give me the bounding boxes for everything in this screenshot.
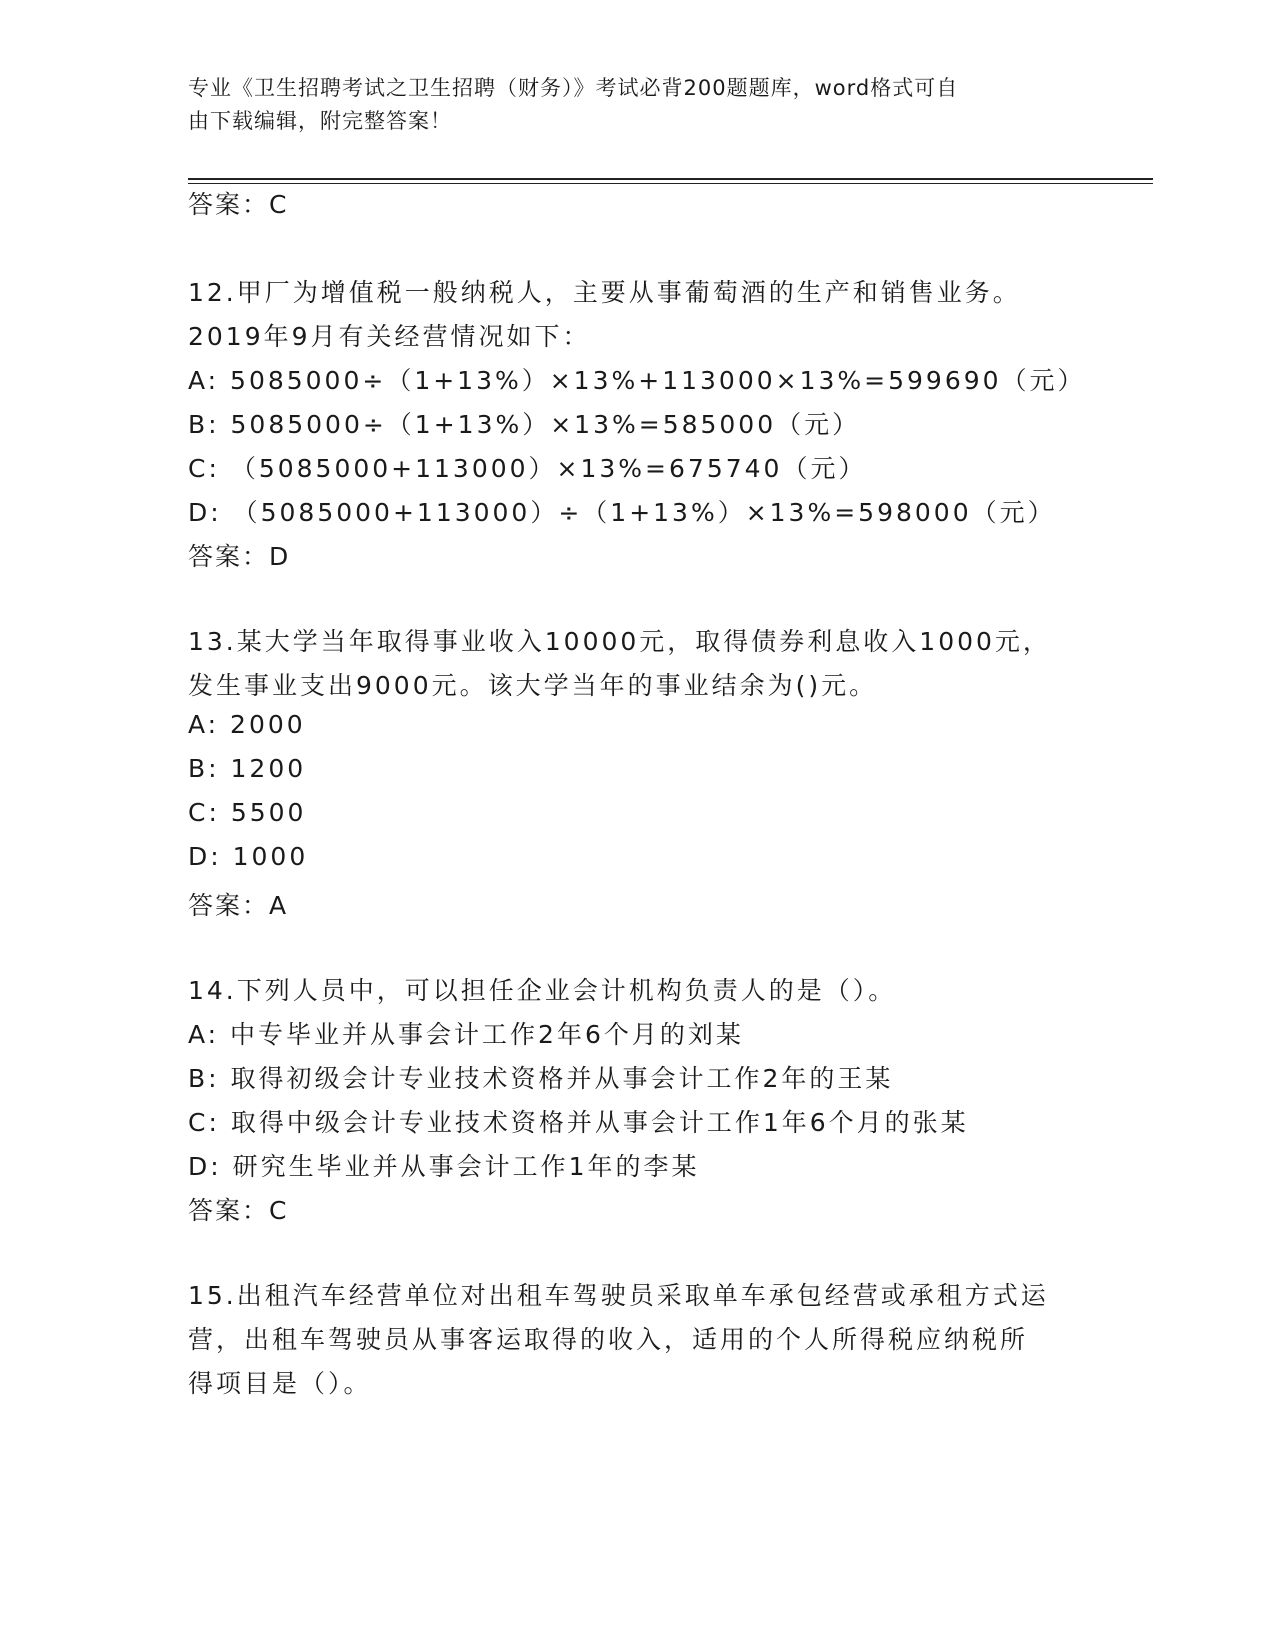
q15-stem-line-1: 15.出租汽车经营单位对出租车驾驶员采取单车承包经营或承租方式运 [188, 1281, 1049, 1310]
q14-answer: 答案：C [188, 1196, 289, 1225]
q14-option-b: B: 取得初级会计专业技术资格并从事会计工作2年的王某 [188, 1064, 894, 1093]
header-line-2: 由下载编辑，附完整答案！ [188, 109, 452, 133]
q13-answer: 答案：A [188, 891, 289, 920]
q15-stem-line-2: 营，出租车驾驶员从事客运取得的收入，适用的个人所得税应纳税所 [188, 1325, 1029, 1354]
q13-option-b: B: 1200 [188, 754, 307, 783]
header-line-1: 专业《卫生招聘考试之卫生招聘（财务）》考试必背200题题库，word格式可自 [188, 76, 959, 100]
q12-stem-line-1: 12.甲厂为增值税一般纳税人，主要从事葡萄酒的生产和销售业务。 [188, 278, 1021, 307]
q12-option-a: A: 5085000÷（1+13%）×13%+113000×13%=599690（元） [188, 366, 1086, 395]
header-divider-thin [188, 183, 1153, 184]
document-header [188, 72, 1068, 138]
q14-option-c: C: 取得中级会计专业技术资格并从事会计工作1年6个月的张某 [188, 1108, 969, 1137]
q14-stem-line-1: 14.下列人员中，可以担任企业会计机构负责人的是（）。 [188, 976, 897, 1005]
q13-stem-line-2: 发生事业支出9000元。该大学当年的事业结余为()元。 [188, 671, 878, 700]
header-divider-thick [188, 178, 1153, 180]
q14-option-d: D: 研究生毕业并从事会计工作1年的李某 [188, 1152, 700, 1181]
q12-option-b: B: 5085000÷（1+13%）×13%=585000（元） [188, 410, 861, 439]
q13-option-c: C: 5500 [188, 798, 307, 827]
q12-answer: 答案：D [188, 542, 291, 571]
q14-option-a: A: 中专毕业并从事会计工作2年6个月的刘某 [188, 1020, 744, 1049]
q12-option-d: D: （5085000+113000）÷（1+13%）×13%=598000（元） [188, 498, 1056, 527]
q13-option-d: D: 1000 [188, 842, 309, 871]
q13-stem-line-1: 13.某大学当年取得事业收入10000元，取得债券利息收入1000元， [188, 627, 1051, 656]
q12-option-c: C: （5085000+113000）×13%=675740（元） [188, 454, 867, 483]
previous-answer: 答案：C [188, 190, 289, 219]
q12-stem-line-2: 2019年9月有关经营情况如下： [188, 322, 591, 351]
q13-option-a: A: 2000 [188, 710, 306, 739]
q15-stem-line-3: 得项目是（）。 [188, 1369, 372, 1398]
